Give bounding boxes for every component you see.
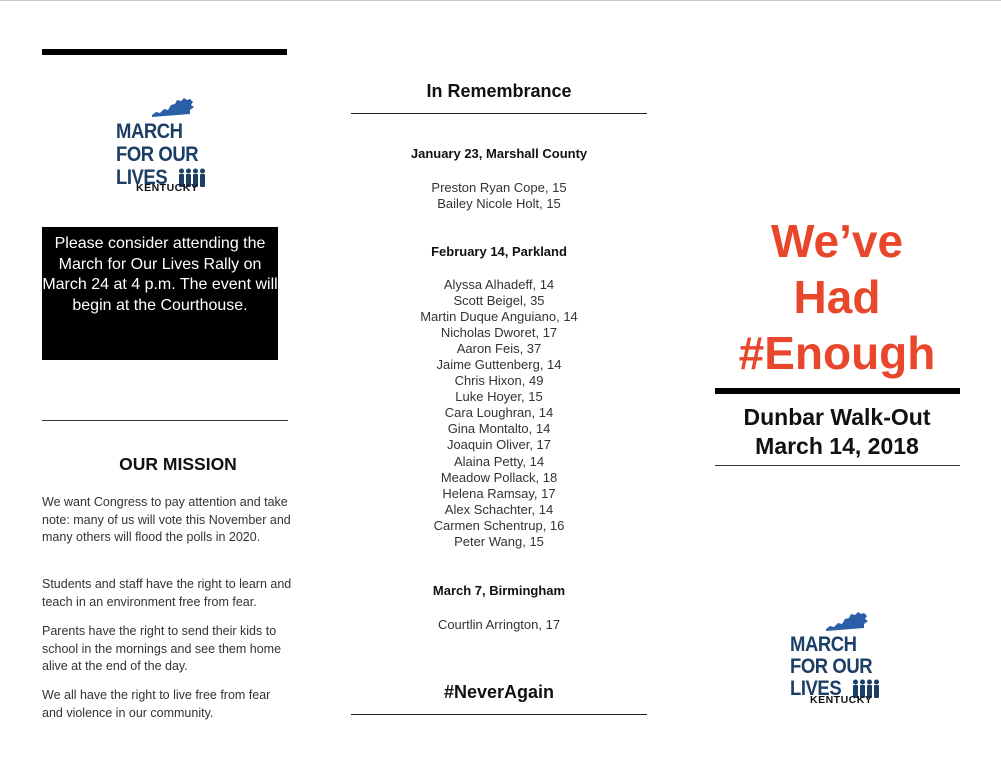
event-heading: February 14, Parkland <box>431 244 567 259</box>
victim-name: Scott Beigel, 35 <box>453 293 545 309</box>
mission-paragraph: We want Congress to pay attention and take note: many of us will vote this November and many others will flood the polls in 2020. <box>42 495 291 544</box>
victim-name: Martin Duque Anguiano, 14 <box>420 309 578 325</box>
victim-name: Carmen Schentrup, 16 <box>433 517 565 533</box>
event-heading: January 23, Marshall County <box>410 146 588 161</box>
victim-name: Alaina Petty, 14 <box>453 453 545 469</box>
march-for-our-lives-logo-cover <box>790 612 900 722</box>
victim-name: Alyssa Alhadeff, 14 <box>443 277 555 292</box>
logo-subtitle-kentucky: KENTUCKY <box>136 182 199 194</box>
logo-line-march: MARCH <box>116 120 183 143</box>
cover-divider-bar <box>715 388 960 394</box>
mission-title: OUR MISSION <box>119 454 237 474</box>
left-panel-top-bar <box>42 49 287 55</box>
remembrance-bottom-rule <box>351 714 647 715</box>
rally-callout-text: Please consider attending the March for Our Lives Rally on March 24 at 4 p.m. The event will begin at the Courthouse. <box>42 235 278 314</box>
victim-name: Helena Ramsay, 17 <box>442 485 556 501</box>
rally-callout-box <box>42 227 278 360</box>
victim-name: Jaime Guttenberg, 14 <box>436 357 562 373</box>
event-heading: March 7, Birmingham <box>432 583 566 598</box>
march-for-our-lives-logo <box>116 98 226 208</box>
victim-name: Courtlin Arrington, 17 <box>437 617 561 632</box>
victim-list <box>351 617 647 633</box>
logo-line-march: MARCH <box>790 633 857 656</box>
victim-name: Bailey Nicole Holt, 15 <box>437 196 561 212</box>
victim-name: Joaquin Oliver, 17 <box>446 437 552 453</box>
remembrance-title-rule <box>351 113 647 114</box>
walkout-title: Dunbar Walk-Out <box>743 404 931 430</box>
walkout-date: March 14, 2018 <box>755 433 919 459</box>
mission-divider <box>42 420 288 421</box>
victim-name: Chris Hixon, 49 <box>454 373 544 389</box>
victim-name: Preston Ryan Cope, 15 <box>431 180 567 195</box>
victim-name: Peter Wang, 15 <box>454 533 544 549</box>
kentucky-state-icon <box>820 612 870 634</box>
victim-name: Aaron Feis, 37 <box>456 341 542 357</box>
cover-headline <box>714 213 960 381</box>
mission-paragraph: We all have the right to live free from fear and violence in our community. <box>42 688 271 720</box>
logo-line-lives: LIVES <box>116 166 168 189</box>
walkout-block <box>714 403 960 461</box>
victim-list <box>351 180 647 212</box>
mission-paragraph: Parents have the right to send their kids to school in the mornings and see them home alive at the end of the day. <box>42 624 282 673</box>
victim-name: Nicholas Dworet, 17 <box>440 325 558 341</box>
page-top-border <box>0 0 1001 1</box>
kentucky-state-icon <box>146 98 196 120</box>
logo-line-for-our: FOR OUR <box>790 655 873 678</box>
never-again-hashtag: #NeverAgain <box>443 682 555 702</box>
headline-line: We’ve <box>770 215 904 267</box>
headline-line: Had <box>793 271 881 323</box>
logo-subtitle-kentucky: KENTUCKY <box>810 694 873 706</box>
remembrance-title: In Remembrance <box>426 81 572 101</box>
headline-line: #Enough <box>738 327 936 379</box>
victim-name: Alex Schachter, 14 <box>444 501 554 517</box>
victim-name: Meadow Pollack, 18 <box>440 469 558 485</box>
logo-line-for-our: FOR OUR <box>116 143 199 166</box>
victim-name: Cara Loughran, 14 <box>444 405 554 421</box>
victim-name: Gina Montalto, 14 <box>447 421 551 437</box>
cover-bottom-rule <box>715 465 960 466</box>
victim-name: Luke Hoyer, 15 <box>455 389 543 405</box>
mission-paragraph: Students and staff have the right to learn and teach in an environment free from fear. <box>42 577 292 609</box>
victim-list <box>351 277 647 550</box>
logo-line-lives: LIVES <box>790 677 842 700</box>
